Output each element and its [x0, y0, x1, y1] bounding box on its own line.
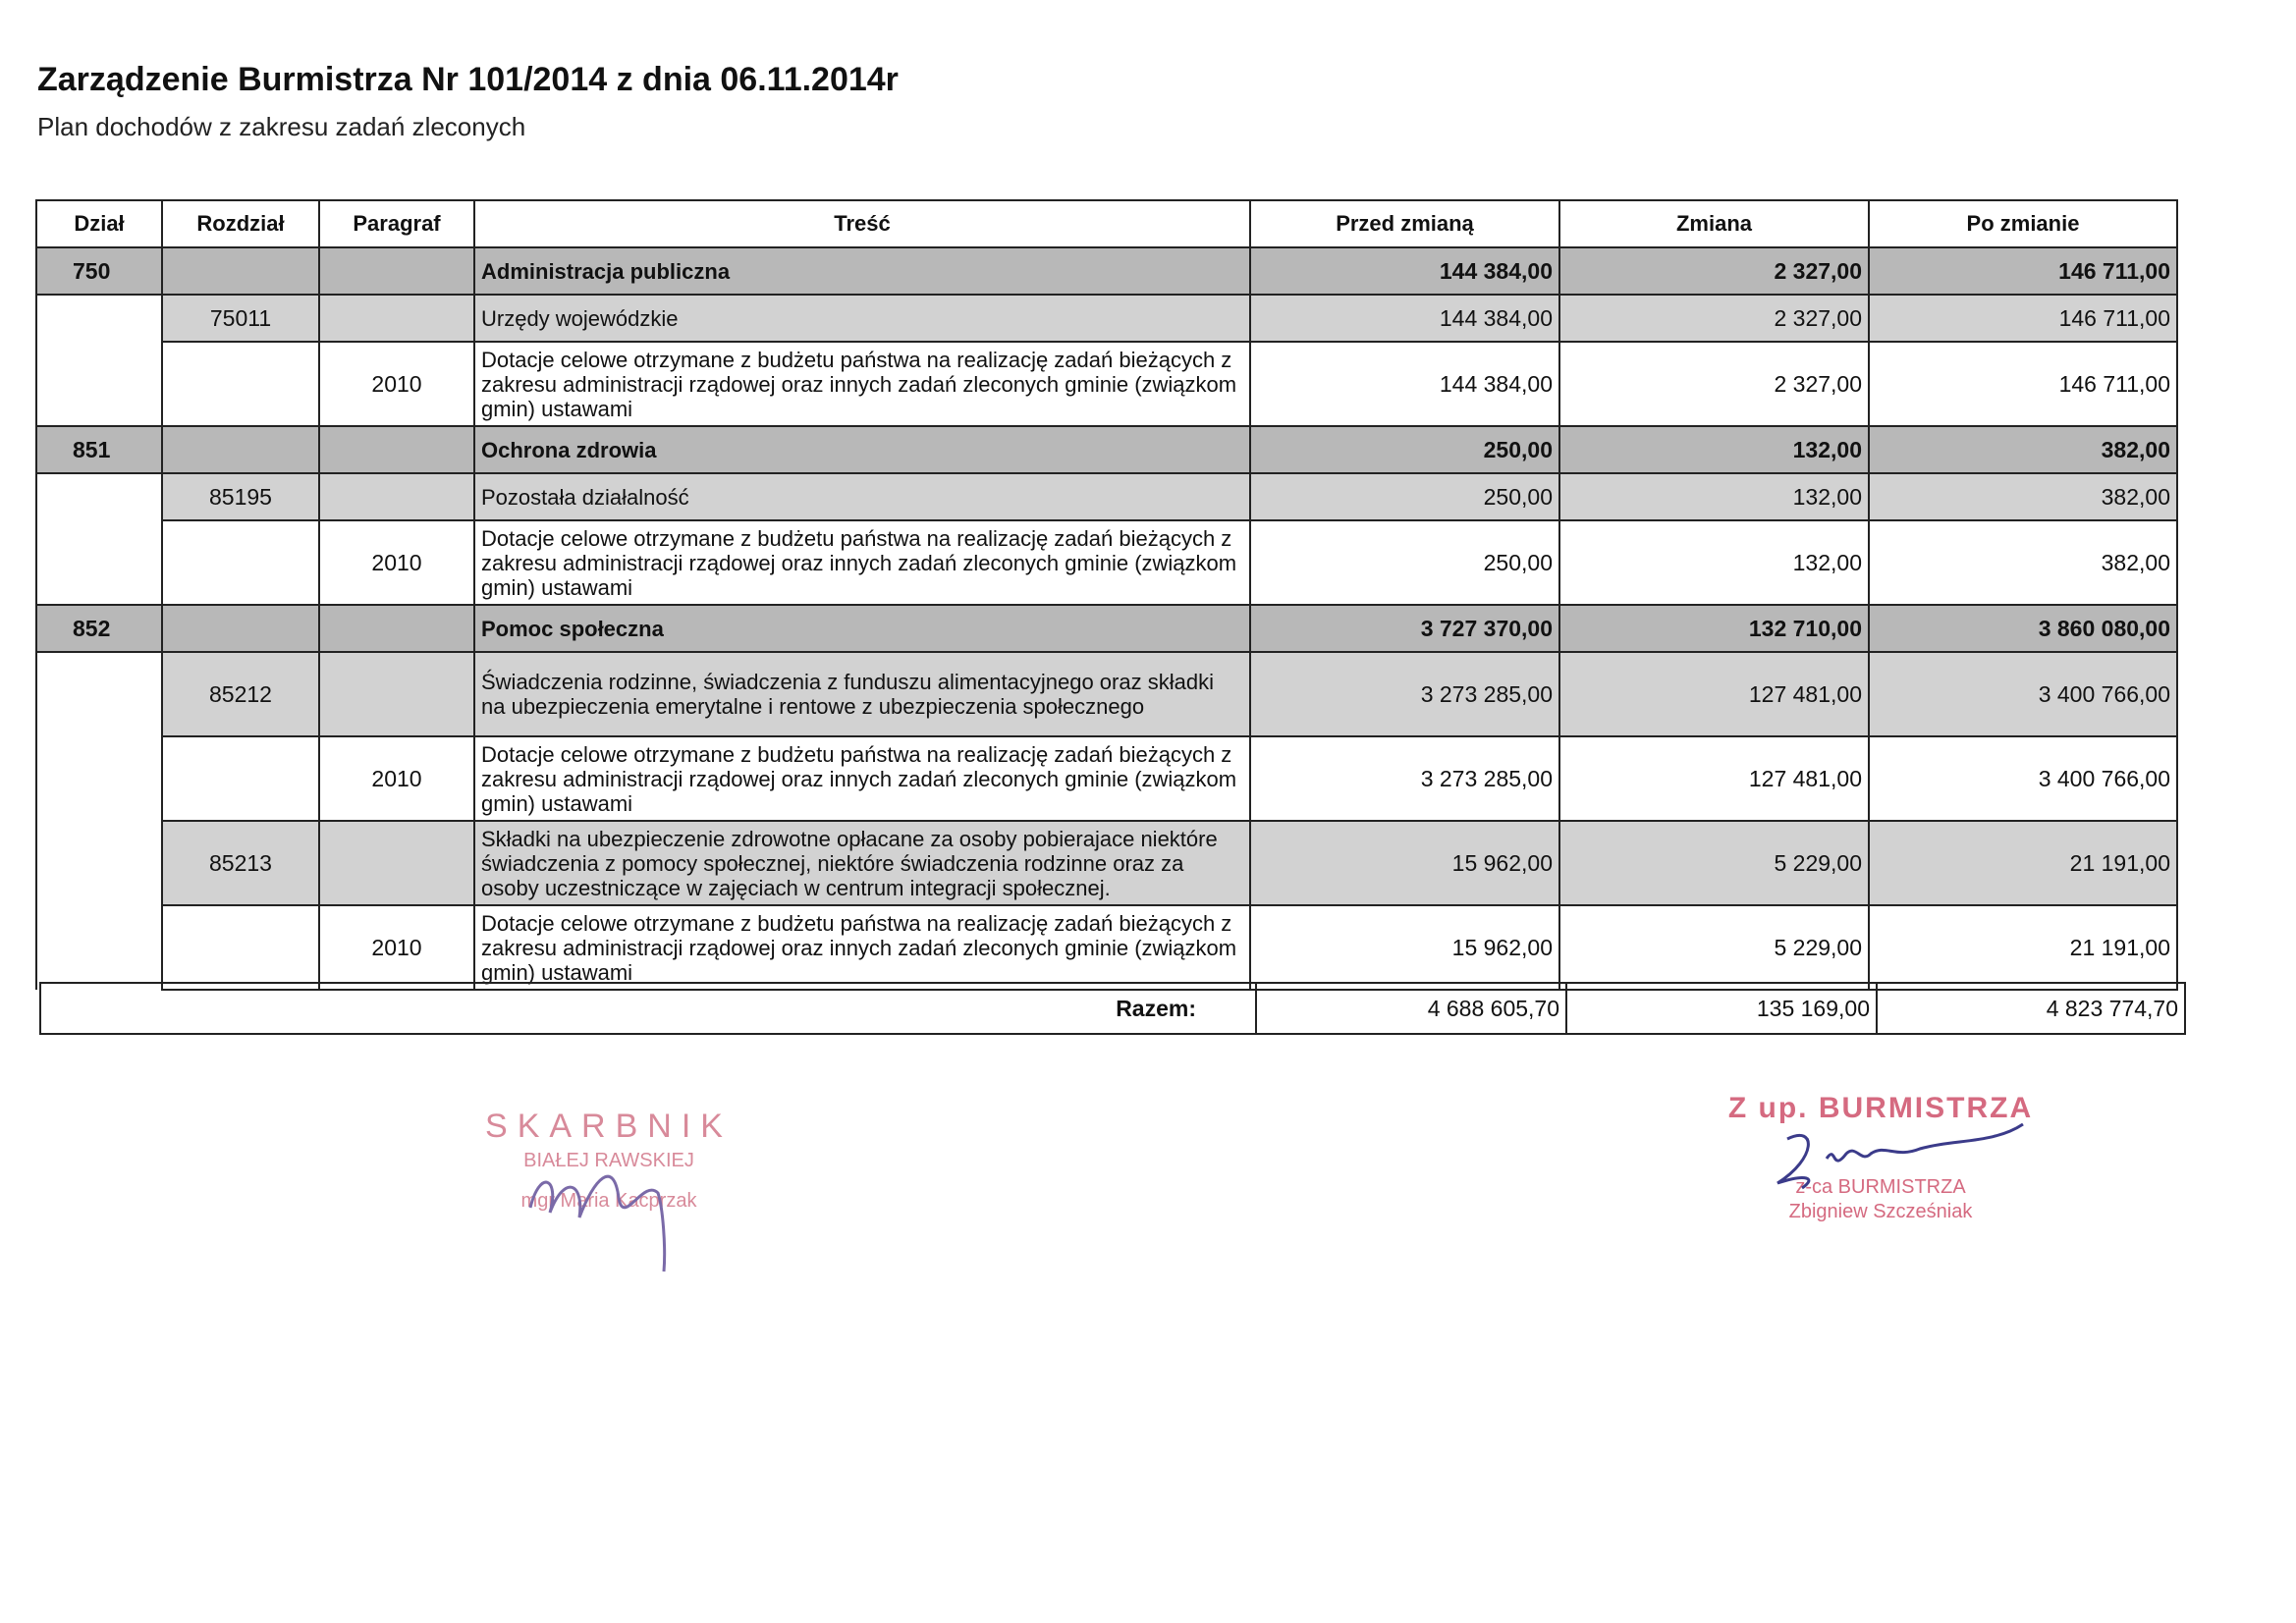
- mayor-stamp-name: Zbigniew Szcześniak: [1788, 1201, 1973, 1222]
- total-przed: 4 688 605,70: [1256, 983, 1566, 1034]
- table-row: [36, 605, 2177, 652]
- cell-dzial: 851: [36, 426, 162, 473]
- total-table: [39, 982, 2186, 1035]
- col-header-paragraf: Paragraf: [319, 200, 474, 247]
- cell-po: 21 191,00: [1869, 905, 2177, 990]
- cell-zmiana: 127 481,00: [1559, 736, 1869, 821]
- mayor-signature: [1758, 1119, 2052, 1198]
- cell-paragraf: [319, 821, 474, 905]
- cell-paragraf: 2010: [319, 905, 474, 990]
- cell-rozdzial: [162, 247, 319, 295]
- cell-paragraf: [319, 295, 474, 342]
- cell-zmiana: 5 229,00: [1559, 905, 1869, 990]
- cell-tresc: Urzędy wojewódzkie: [474, 295, 1250, 342]
- cell-przed: 144 384,00: [1250, 342, 1559, 426]
- cell-dzial: [36, 295, 162, 426]
- cell-zmiana: 2 327,00: [1559, 247, 1869, 295]
- cell-rozdzial: 85213: [162, 821, 319, 905]
- total-label: Razem:: [40, 983, 1256, 1034]
- cell-rozdzial: [162, 520, 319, 605]
- cell-paragraf: 2010: [319, 342, 474, 426]
- table-header-row: [36, 200, 2177, 247]
- total-po: 4 823 774,70: [1877, 983, 2185, 1034]
- cell-paragraf: [319, 426, 474, 473]
- cell-tresc: Dotacje celowe otrzymane z budżetu państwa na realizację zadań bieżących z zakresu administracji rządowej oraz innych zadań zleconych gminie (związkom gmin) ustawami: [474, 905, 1250, 990]
- cell-rozdzial: 85195: [162, 473, 319, 520]
- cell-tresc: Administracja publiczna: [474, 247, 1250, 295]
- cell-po: 382,00: [1869, 426, 2177, 473]
- table-row: [36, 426, 2177, 473]
- cell-paragraf: [319, 473, 474, 520]
- cell-po: 382,00: [1869, 473, 2177, 520]
- cell-przed: 3 273 285,00: [1250, 652, 1559, 736]
- cell-rozdzial: [162, 605, 319, 652]
- col-header-dzial: Dział: [36, 200, 162, 247]
- cell-paragraf: [319, 247, 474, 295]
- cell-po: 146 711,00: [1869, 247, 2177, 295]
- cell-zmiana: 2 327,00: [1559, 342, 1869, 426]
- table-row: [36, 342, 2177, 426]
- cell-zmiana: 5 229,00: [1559, 821, 1869, 905]
- cell-rozdzial: [162, 426, 319, 473]
- col-header-przed: Przed zmianą: [1250, 200, 1559, 247]
- cell-tresc: Ochrona zdrowia: [474, 426, 1250, 473]
- table-row: [36, 473, 2177, 520]
- cell-rozdzial: [162, 342, 319, 426]
- table-row: [36, 295, 2177, 342]
- cell-po: 3 400 766,00: [1869, 652, 2177, 736]
- mayor-stamp-deputy: z-ca BURMISTRZA: [1795, 1176, 1966, 1198]
- cell-tresc: Pozostała działalność: [474, 473, 1250, 520]
- cell-dzial: 750: [36, 247, 162, 295]
- table-row: [36, 652, 2177, 736]
- table-row: [36, 520, 2177, 605]
- cell-paragraf: [319, 652, 474, 736]
- cell-przed: 144 384,00: [1250, 295, 1559, 342]
- cell-tresc: Dotacje celowe otrzymane z budżetu państwa na realizację zadań bieżących z zakresu administracji rządowej oraz innych zadań zleconych gminie (związkom gmin) ustawami: [474, 736, 1250, 821]
- cell-po: 146 711,00: [1869, 295, 2177, 342]
- treasurer-stamp-title: SKARBNIK: [485, 1108, 733, 1145]
- cell-zmiana: 2 327,00: [1559, 295, 1869, 342]
- table-row: [36, 247, 2177, 295]
- cell-przed: 3 727 370,00: [1250, 605, 1559, 652]
- cell-przed: 15 962,00: [1250, 821, 1559, 905]
- cell-dzial: [36, 473, 162, 605]
- cell-zmiana: 132,00: [1559, 473, 1869, 520]
- cell-po: 21 191,00: [1869, 821, 2177, 905]
- cell-przed: 15 962,00: [1250, 905, 1559, 990]
- treasurer-signature: [511, 1139, 707, 1276]
- cell-tresc: Świadczenia rodzinne, świadczenia z funduszu alimentacyjnego oraz składki na ubezpieczenia emerytalne i rentowe z ubezpieczenia społecznego: [474, 652, 1250, 736]
- cell-zmiana: 132,00: [1559, 520, 1869, 605]
- cell-zmiana: 132,00: [1559, 426, 1869, 473]
- col-header-po: Po zmianie: [1869, 200, 2177, 247]
- cell-po: 3 860 080,00: [1869, 605, 2177, 652]
- col-header-rozdzial: Rozdział: [162, 200, 319, 247]
- treasurer-stamp-office: BIAŁEJ RAWSKIEJ: [523, 1150, 694, 1171]
- cell-rozdzial: [162, 905, 319, 990]
- cell-tresc: Dotacje celowe otrzymane z budżetu państwa na realizację zadań bieżących z zakresu administracji rządowej oraz innych zadań zleconych gminie (związkom gmin) ustawami: [474, 342, 1250, 426]
- page-title: Zarządzenie Burmistrza Nr 101/2014 z dnia 06.11.2014r: [37, 61, 899, 98]
- cell-paragraf: 2010: [319, 520, 474, 605]
- table-row: [36, 905, 2177, 990]
- col-header-tresc: Treść: [474, 200, 1250, 247]
- cell-po: 146 711,00: [1869, 342, 2177, 426]
- cell-dzial: [36, 652, 162, 990]
- cell-po: 382,00: [1869, 520, 2177, 605]
- cell-tresc: Składki na ubezpieczenie zdrowotne opłacane za osoby pobierajace niektóre świadczenia z pomocy społecznej, niektóre świadczenia rodzinne oraz za osoby uczestniczące w zajęciach w centrum integracji społecznej.: [474, 821, 1250, 905]
- total-zmiana: 135 169,00: [1566, 983, 1877, 1034]
- cell-zmiana: 127 481,00: [1559, 652, 1869, 736]
- table-row: [36, 821, 2177, 905]
- cell-po: 3 400 766,00: [1869, 736, 2177, 821]
- cell-tresc: Dotacje celowe otrzymane z budżetu państwa na realizację zadań bieżących z zakresu administracji rządowej oraz innych zadań zleconych gminie (związkom gmin) ustawami: [474, 520, 1250, 605]
- cell-rozdzial: [162, 736, 319, 821]
- cell-dzial: 852: [36, 605, 162, 652]
- cell-przed: 144 384,00: [1250, 247, 1559, 295]
- total-row: [40, 983, 2185, 1034]
- budget-table: [35, 199, 2178, 991]
- table-row: [36, 736, 2177, 821]
- cell-rozdzial: 85212: [162, 652, 319, 736]
- mayor-stamp-title: Z up. BURMISTRZA: [1727, 1092, 2034, 1124]
- cell-zmiana: 132 710,00: [1559, 605, 1869, 652]
- cell-tresc: Pomoc społeczna: [474, 605, 1250, 652]
- cell-przed: 250,00: [1250, 473, 1559, 520]
- cell-przed: 3 273 285,00: [1250, 736, 1559, 821]
- col-header-zmiana: Zmiana: [1559, 200, 1869, 247]
- treasurer-stamp-name: mgr Maria Kacprzak: [520, 1190, 697, 1212]
- page-subtitle: Plan dochodów z zakresu zadań zleconych: [37, 112, 526, 141]
- cell-rozdzial: 75011: [162, 295, 319, 342]
- cell-paragraf: 2010: [319, 736, 474, 821]
- cell-przed: 250,00: [1250, 520, 1559, 605]
- cell-paragraf: [319, 605, 474, 652]
- cell-przed: 250,00: [1250, 426, 1559, 473]
